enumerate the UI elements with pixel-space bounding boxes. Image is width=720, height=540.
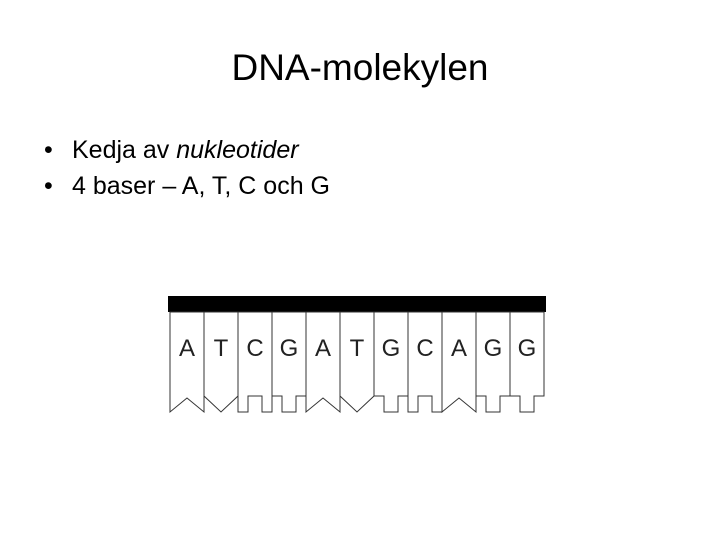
nucleotide-T xyxy=(204,312,238,412)
base-label: A xyxy=(450,335,468,362)
base-label: C xyxy=(416,335,434,362)
nucleotide-shape xyxy=(408,312,442,412)
nucleotide-C xyxy=(238,312,272,412)
dna-strand-diagram xyxy=(168,294,546,418)
slide-title: DNA-molekylen xyxy=(231,47,489,88)
base-label: G xyxy=(483,335,503,362)
nucleotide-shape xyxy=(442,312,476,412)
bullet-dot-icon xyxy=(44,168,64,204)
nucleotide-shape xyxy=(374,312,408,412)
bullet-list xyxy=(44,132,330,204)
base-label: G xyxy=(381,335,401,362)
nucleotide-G xyxy=(510,312,544,412)
nucleotide-shape xyxy=(340,312,374,412)
nucleotide-shape xyxy=(272,312,306,412)
bullet-text: 4 baser – A, T, C och G xyxy=(72,172,331,200)
base-label: C xyxy=(246,335,264,362)
nucleotide-shape xyxy=(306,312,340,412)
nucleotide-shape xyxy=(204,312,238,412)
nucleotide-shape xyxy=(170,312,204,412)
nucleotide-A xyxy=(170,312,204,412)
nucleotide-T xyxy=(340,312,374,412)
base-label: A xyxy=(178,335,196,362)
nucleotide-G xyxy=(476,312,510,412)
bullet-emphasis: nukleotider xyxy=(176,136,299,164)
base-label: T xyxy=(349,335,365,362)
bullet-item xyxy=(44,132,330,168)
base-label: G xyxy=(279,335,299,362)
nucleotide-A xyxy=(306,312,340,412)
bullet-item xyxy=(44,168,330,204)
nucleotide-A xyxy=(442,312,476,412)
bullet-text: Kedja av xyxy=(72,136,177,164)
base-label: T xyxy=(213,335,229,362)
base-label: A xyxy=(314,335,332,362)
nucleotide-G xyxy=(272,312,306,412)
bullet-dot-icon xyxy=(44,132,64,168)
nucleotide-shape xyxy=(510,312,544,412)
sugar-phosphate-backbone xyxy=(168,296,546,312)
nucleotide-shape xyxy=(476,312,510,412)
base-label: G xyxy=(517,335,537,362)
nucleotide-G xyxy=(374,312,408,412)
nucleotide-C xyxy=(408,312,442,412)
nucleotide-shape xyxy=(238,312,272,412)
